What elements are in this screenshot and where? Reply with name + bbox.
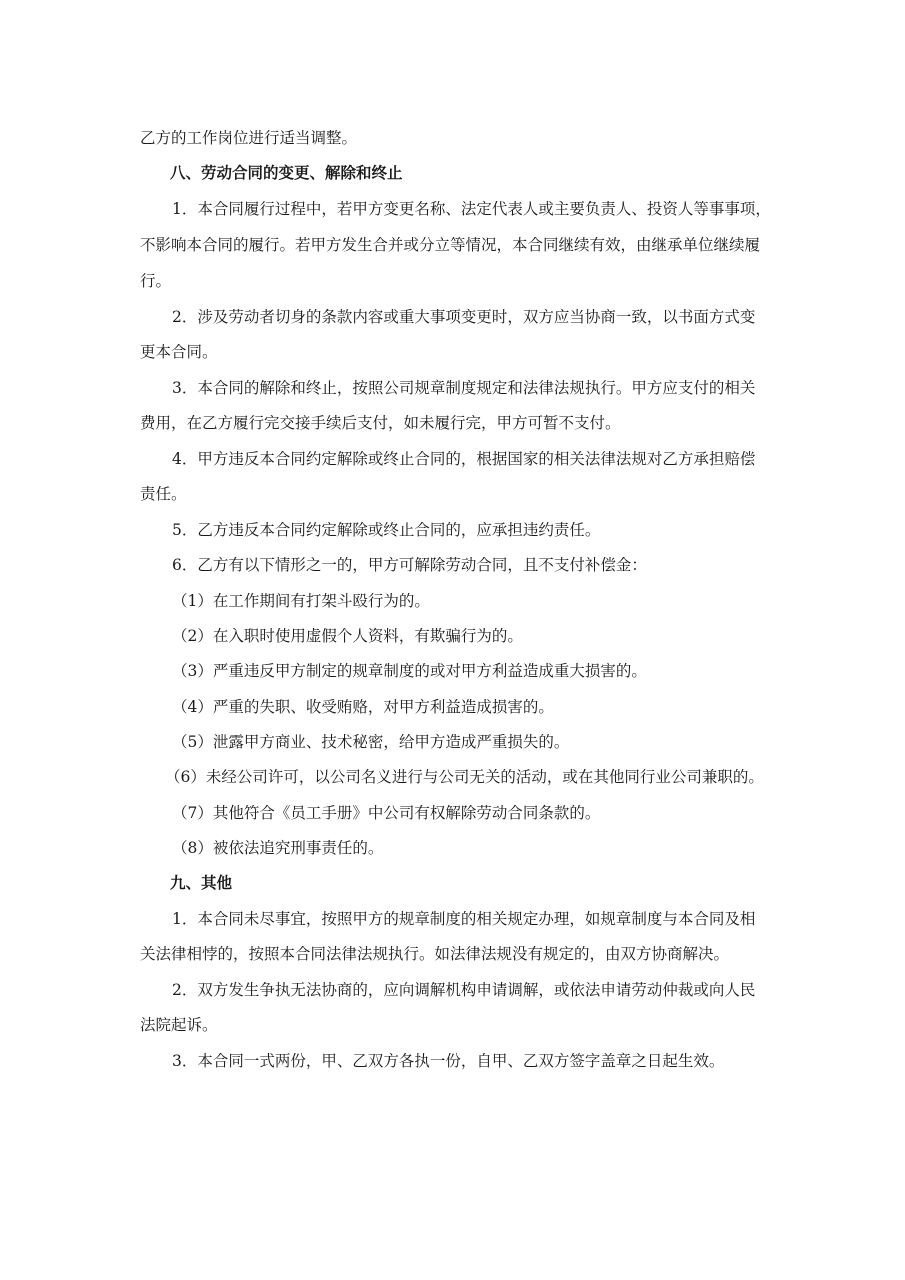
text-line: 费用，在乙方履行完交接手续后支付，如未履行完，甲方可暂不支付。 [140,414,621,432]
clause-8-3: 3．本合同的解除和终止，按照公司规章制度规定和法律法规执行。甲方应支付的相关 [172,379,756,397]
list-item: （5）泄露甲方商业、技术秘密，给甲方造成严重损失的。 [172,733,570,751]
list-item: （3）严重违反甲方制定的规章制度的或对甲方利益造成重大损害的。 [172,662,647,680]
text-line: 不影响本合同的履行。若甲方发生合并或分立等情况，本合同继续有效，由继承单位继续履 [140,236,761,254]
section-heading-8: 八、劳动合同的变更、解除和终止 [170,164,403,182]
clause-8-5: 5．乙方违反本合同约定解除或终止合同的，应承担违约责任。 [172,521,601,539]
text-line: 更本合同。 [140,343,218,361]
list-item: （8）被依法追究刑事责任的。 [172,839,384,857]
list-item: （1）在工作期间有打架斗殴行为的。 [172,592,430,610]
list-item: （4）严重的失职、收受贿赂，对甲方利益造成损害的。 [172,698,554,716]
clause-8-4: 4．甲方违反本合同约定解除或终止合同的，根据国家的相关法律法规对乙方承担赔偿 [172,450,756,468]
clause-8-6: 6．乙方有以下情形之一的，甲方可解除劳动合同，且不支付补偿金： [172,556,647,574]
clause-9-2: 2．双方发生争执无法协商的，应向调解机构申请调解，或依法申请劳动仲裁或向人民 [172,981,756,999]
list-item: （7）其他符合《员工手册》中公司有权解除劳动合同条款的。 [172,804,601,822]
clause-9-3: 3．本合同一式两份，甲、乙双方各执一份，自甲、乙双方签字盖章之日起生效。 [172,1052,725,1070]
clause-8-2: 2．涉及劳动者切身的条款内容或重大事项变更时，双方应当协商一致，以书面方式变 [172,308,756,326]
text-line: 法院起诉。 [140,1016,218,1034]
text-line: 关法律相悖的，按照本合同法律法规执行。如法律法规没有规定的，由双方协商解决。 [140,945,730,963]
clause-9-1: 1．本合同未尽事宜，按照甲方的规章制度的相关规定办理，如规章制度与本合同及相 [172,910,756,928]
clause-8-1: 1．本合同履行过程中，若甲方变更名称、法定代表人或主要负责人、投资人等事事项， [172,200,771,218]
section-heading-9: 九、其他 [170,874,233,892]
text-line: 责任。 [140,485,187,503]
list-item: （6）未经公司许可，以公司名义进行与公司无关的活动，或在其他同行业公司兼职的。 [165,768,764,786]
list-item: （2）在入职时使用虚假个人资料，有欺骗行为的。 [172,627,523,645]
text-line: 乙方的工作岗位进行适当调整。 [140,129,358,147]
text-line: 行。 [140,272,172,290]
